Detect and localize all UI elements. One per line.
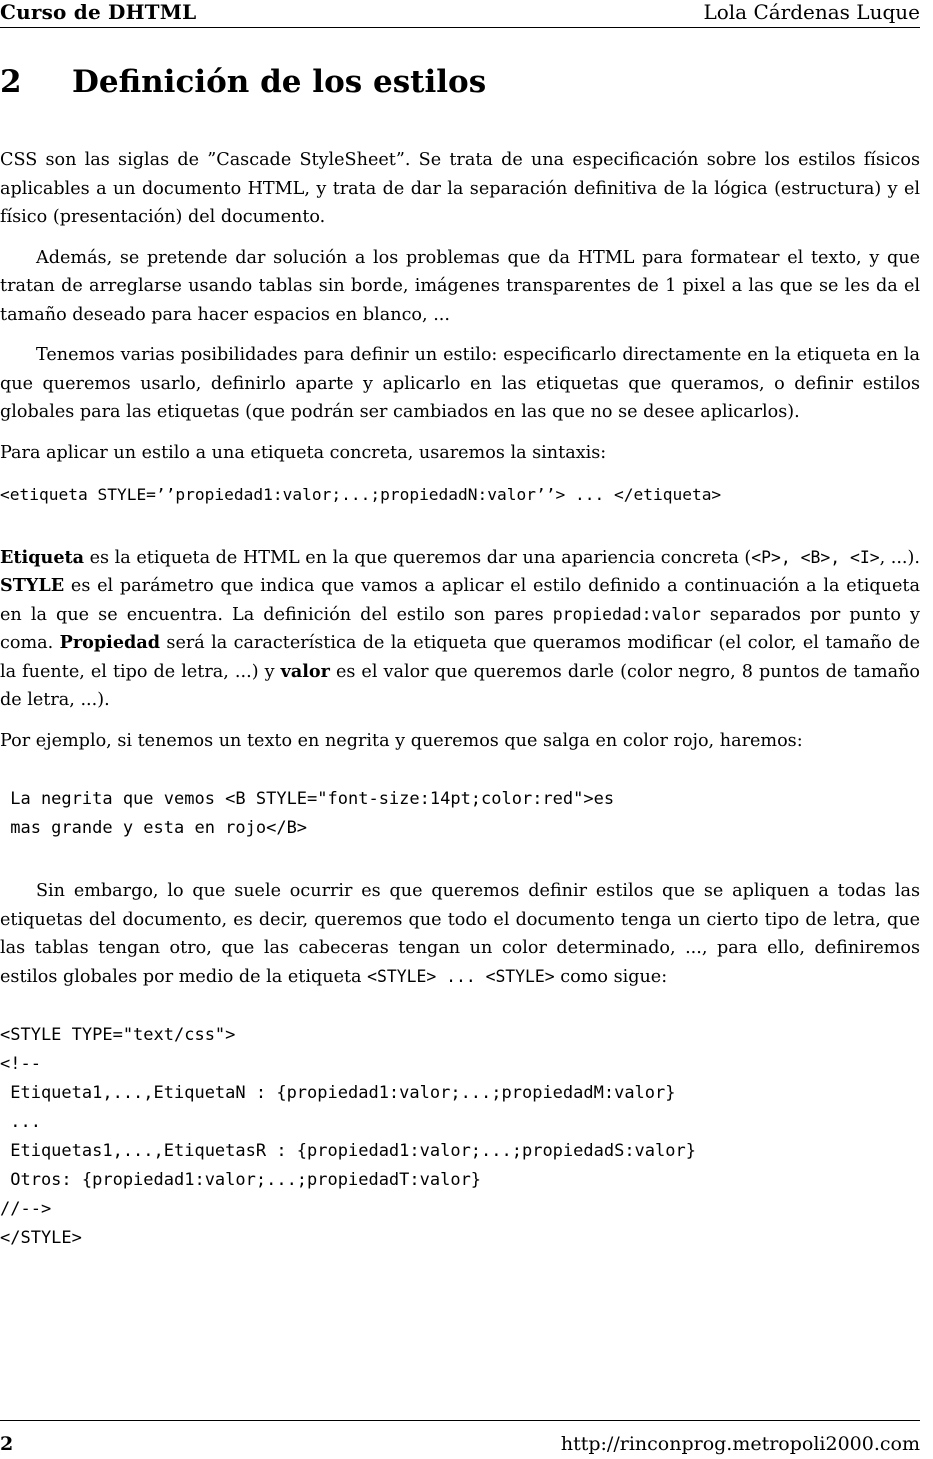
text-span: Sin embargo, lo que suele ocurrir es que queremos definir estilos que se apliquen a todas las etiquetas del documento, es decir, queremos que todo el documento tenga un cierto tipo de letra, que las tablas tengan otro, que las cabeceras tengan un color determinado, ..., para ello, definiremos estilos globales por medio de la etiqueta bbox=[0, 881, 920, 987]
paragraph-global-styles bbox=[0, 877, 920, 991]
paragraph-intro: CSS son las siglas de ”Cascade StyleSheet”. Se trata de una especificación sobre los estilos físicos aplicables a un documento HTML, y trata de dar la separación definitiva de la lógica (estructura) y el físico (presentación) del documento. bbox=[0, 150, 920, 227]
text-span: es el parámetro que indica que vamos a aplicar el estilo definido a continuación a la etiqueta en la que se encuentra. La definición del estilo son pares bbox=[0, 576, 920, 625]
text-span: separados por punto y coma. bbox=[0, 604, 920, 653]
page-header bbox=[0, 0, 920, 28]
code-tags: <P>, <B>, <I> bbox=[751, 547, 880, 567]
page-number: 2 bbox=[0, 1433, 14, 1455]
paragraph-options: Tenemos varias posibilidades para definir un estilo: especificarlo directamente en la etiqueta en la que queremos usarlo, definirlo aparte y aplicarlo en las etiquetas que queramos, o definir estilos globales para las etiquetas (que podrán ser cambiados en las que no se desee aplicarlos). bbox=[0, 345, 920, 422]
document-body bbox=[0, 146, 920, 1253]
term-etiqueta: Etiqueta bbox=[0, 546, 85, 568]
page-footer bbox=[0, 1420, 920, 1459]
section-number: 2 bbox=[0, 64, 22, 100]
paragraph-example-intro: Por ejemplo, si tenemos un texto en negrita y queremos que salga en color rojo, haremos: bbox=[0, 730, 803, 751]
code-pair: propiedad:valor bbox=[552, 604, 701, 624]
paragraph-syntax-intro: Para aplicar un estilo a una etiqueta concreta, usaremos la sintaxis: bbox=[0, 442, 607, 463]
term-propiedad: Propiedad bbox=[59, 632, 161, 653]
text-span: será la característica de la etiqueta que queramos modificar (el color, el tamaño de la fuente, el tipo de letra, ...) y bbox=[0, 633, 920, 682]
code-example-inline: La negrita que vemos <B STYLE="font-size:14pt;color:red">es mas grande y esta en rojo</B> bbox=[10, 789, 615, 838]
section-title: Definición de los estilos bbox=[72, 64, 487, 100]
text-span: es la etiqueta de HTML en la que queremos dar una apariencia concreta ( bbox=[84, 547, 752, 568]
syntax-line: <etiqueta STYLE=’’propiedad1:valor;...;propiedadN:valor’’> ... </etiqueta> bbox=[0, 485, 722, 504]
paragraph-problems: Además, se pretende dar solución a los problemas que da HTML para formatear el texto, y que tratan de arreglarse usando tablas sin borde, imágenes transparentes de 1 pixel a las que se les da el tamaño deseado para hacer espacios en blanco, ... bbox=[0, 247, 920, 325]
code-style-tag: <STYLE> ... <STYLE> bbox=[367, 966, 555, 986]
term-style: STYLE bbox=[0, 575, 65, 596]
text-span: como sigue: bbox=[554, 966, 668, 987]
code-example-global: <STYLE TYPE="text/css"> <!-- Etiqueta1,...,EtiquetaN : {propiedad1:valor;...;propiedadM:valor} ... Etiquetas1,...,EtiquetasR : {propiedad1:valor;...;propiedadS:valor} Otros: {propiedad1:valor;...;propiedadT:valor} //--> </STYLE> bbox=[0, 1025, 696, 1248]
author-name: Lola Cárdenas Luque bbox=[703, 0, 920, 24]
section-heading bbox=[0, 64, 486, 100]
course-title: Curso de DHTML bbox=[0, 0, 197, 24]
term-valor: valor bbox=[280, 660, 330, 682]
footer-url: http://rinconprog.metropoli2000.com bbox=[560, 1433, 920, 1455]
paragraph-explanation bbox=[0, 544, 920, 715]
text-span: , ...). bbox=[879, 547, 920, 568]
text-span: es el valor que queremos darle (color negro, 8 puntos de tamaño de letra, ...). bbox=[0, 661, 921, 710]
